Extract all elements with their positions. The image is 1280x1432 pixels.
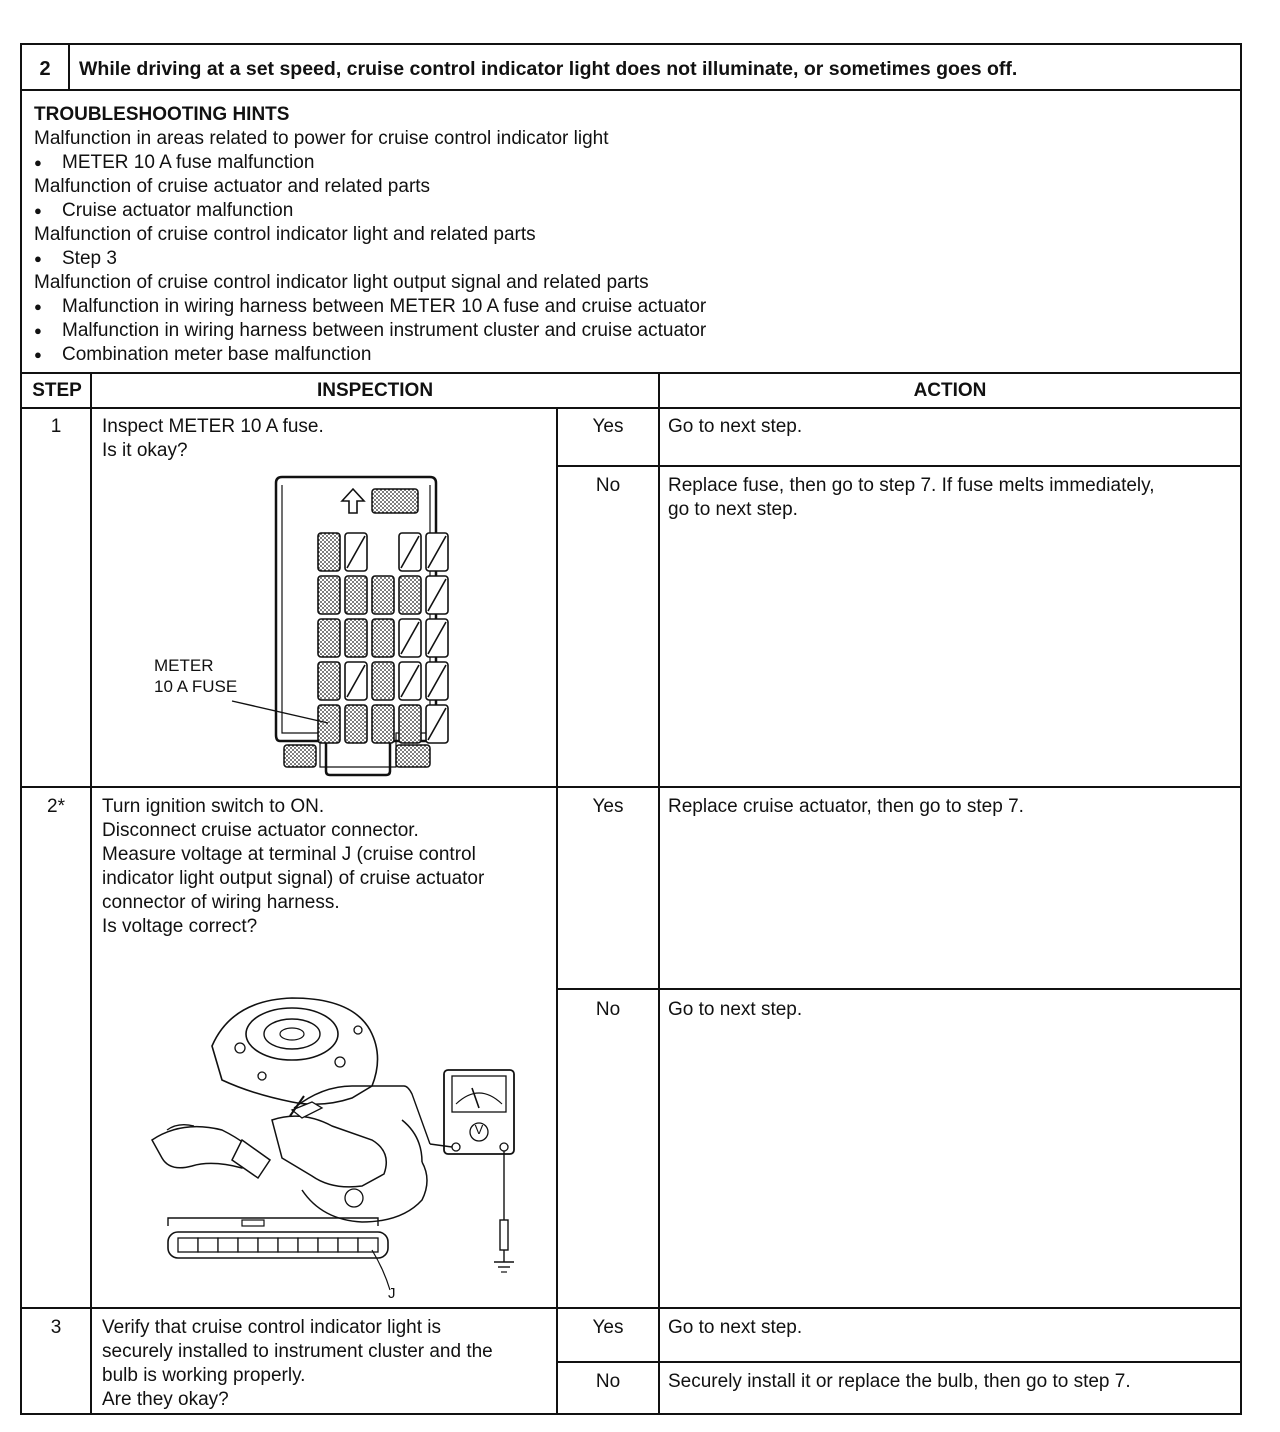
column-header-inspection: INSPECTION xyxy=(316,380,434,401)
answer-no: No xyxy=(595,1371,621,1392)
inspection-text: Is voltage correct? xyxy=(102,916,258,937)
action-text: Go to next step. xyxy=(668,416,803,437)
fuse-label: METER xyxy=(154,656,214,675)
hint-line: Malfunction in areas related to power for cruise control indicator light xyxy=(34,128,609,149)
inspection-text: Disconnect cruise actuator connector. xyxy=(102,820,419,841)
action-text: go to next step. xyxy=(668,499,798,520)
answer-no: No xyxy=(595,999,621,1020)
troubleshooting-document xyxy=(20,43,1242,1415)
inspection-text: Is it okay? xyxy=(102,440,188,461)
symptom-title: While driving at a set speed, cruise control indicator light does not illuminate, or sometimes goes off. xyxy=(79,58,1018,80)
hint-line: Malfunction of cruise control indicator light and related parts xyxy=(34,224,536,245)
action-text: Replace cruise actuator, then go to step 7. xyxy=(668,796,1024,817)
inspection-text: Turn ignition switch to ON. xyxy=(102,796,325,817)
action-text: Go to next step. xyxy=(668,999,803,1020)
step-number: 2* xyxy=(47,796,65,817)
step-number: 1 xyxy=(50,416,62,437)
hint-bullet-text: Malfunction in wiring harness between METER 10 A fuse and cruise actuator xyxy=(62,296,707,317)
column-header-action: ACTION xyxy=(913,380,987,401)
action-text: Replace fuse, then go to step 7. If fuse melts immediately, xyxy=(668,475,1155,496)
hint-line: Malfunction of cruise control indicator light output signal and related parts xyxy=(34,272,649,293)
step-rule xyxy=(22,786,1240,788)
column-header-step: STEP xyxy=(32,380,82,401)
inspection-text: Verify that cruise control indicator light is xyxy=(102,1317,441,1338)
answer-yes: Yes xyxy=(592,796,624,817)
answer-yes: Yes xyxy=(592,416,624,437)
hint-bullet-text: Combination meter base malfunction xyxy=(62,344,372,365)
action-text: Securely install it or replace the bulb, then go to step 7. xyxy=(668,1371,1131,1392)
result-rule xyxy=(558,988,1240,990)
voltmeter-label: V xyxy=(474,1122,484,1137)
result-rule xyxy=(558,1361,1240,1363)
hint-bullet-text: Malfunction in wiring harness between instrument cluster and cruise actuator xyxy=(62,320,707,341)
fuse-label: 10 A FUSE xyxy=(154,677,238,696)
hint-bullet-text: METER 10 A fuse malfunction xyxy=(62,152,315,173)
inspection-text: securely installed to instrument cluster and the xyxy=(102,1341,493,1362)
action-text: Go to next step. xyxy=(668,1317,803,1338)
answer-yes: Yes xyxy=(592,1317,624,1338)
step-rule xyxy=(22,1307,1240,1309)
hint-line: Malfunction of cruise actuator and related parts xyxy=(34,176,431,197)
hints-heading: TROUBLESHOOTING HINTS xyxy=(34,104,290,125)
symptom-number: 2 xyxy=(39,58,51,80)
inspection-text: indicator light output signal) of cruise actuator xyxy=(102,868,485,889)
voltage-measurement-figure xyxy=(122,990,542,1310)
terminal-label: J xyxy=(388,1285,396,1302)
inspection-text: Inspect METER 10 A fuse. xyxy=(102,416,324,437)
inspection-text: connector of wiring harness. xyxy=(102,892,340,913)
hint-bullet-text: Cruise actuator malfunction xyxy=(62,200,294,221)
inspection-text: Measure voltage at terminal J (cruise control xyxy=(102,844,476,865)
inspection-text: Are they okay? xyxy=(102,1389,229,1410)
hint-bullet-text: Step 3 xyxy=(62,248,117,269)
answer-no: No xyxy=(595,475,621,496)
inspection-text: bulb is working properly. xyxy=(102,1365,306,1386)
step-number: 3 xyxy=(50,1317,62,1338)
